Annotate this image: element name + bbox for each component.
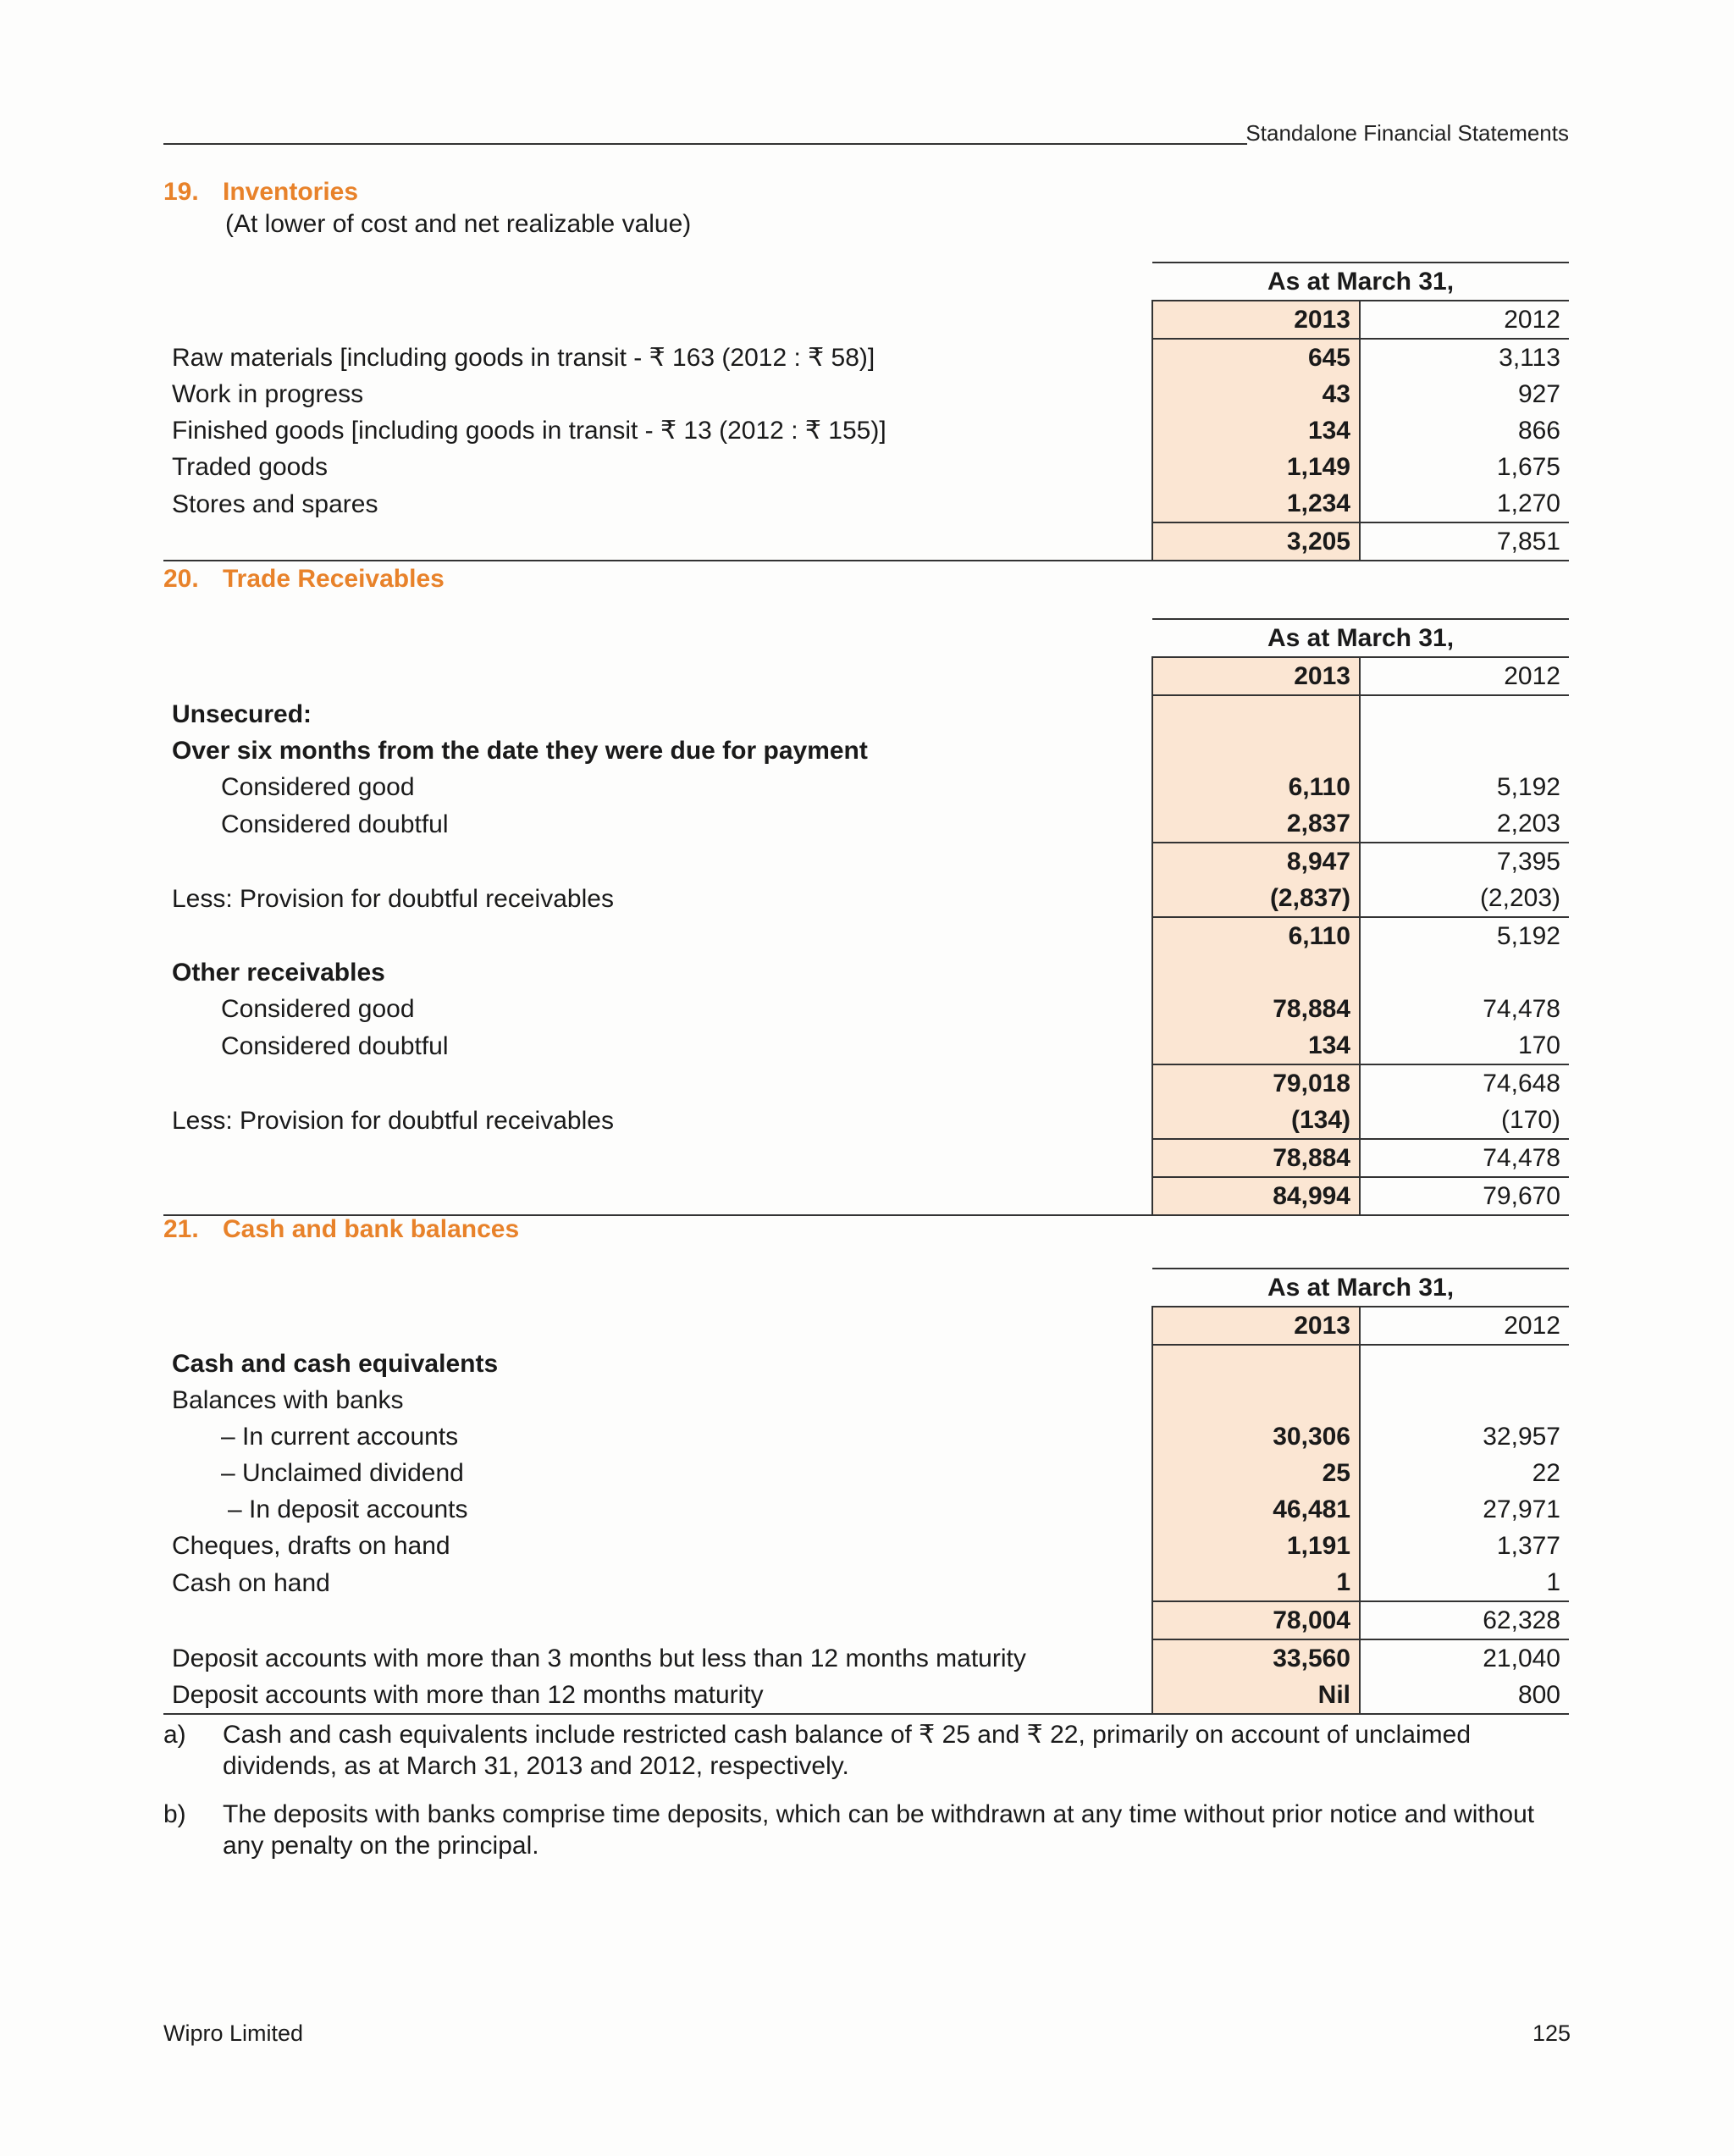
row-label: Considered doubtful — [221, 1031, 449, 1060]
table-caption: As at March 31, — [1152, 619, 1569, 657]
table-row — [163, 339, 1569, 376]
total-row — [163, 522, 1569, 561]
row-label: Balances with banks — [172, 1386, 404, 1414]
value-2013: (2,837) — [1152, 880, 1360, 917]
row-label: Less: Provision for doubtful receivables — [172, 1106, 614, 1135]
table-row — [163, 769, 1569, 805]
value-2013: 1,149 — [1152, 449, 1360, 485]
row-label: Less: Provision for doubtful receivables — [172, 884, 614, 913]
table-row — [163, 880, 1569, 917]
table-row — [163, 485, 1569, 522]
value-2012: 7,851 — [1360, 522, 1569, 561]
note-item — [163, 1719, 1574, 1782]
row-label: Deposit accounts with more than 12 months maturity — [163, 1677, 1152, 1714]
row-label: Finished goods [including goods in transit - ₹ 13 (2012 : ₹ 155)] — [172, 417, 886, 445]
value-2013: 79,018 — [1152, 1064, 1360, 1102]
table-row — [163, 991, 1569, 1027]
row-label: – In deposit accounts — [228, 1495, 468, 1523]
table-row — [163, 376, 1569, 412]
year-prior: 2012 — [1360, 657, 1569, 695]
value-2012: (170) — [1500, 1106, 1560, 1134]
value-2012: 62,328 — [1360, 1601, 1569, 1639]
total-row — [163, 1177, 1569, 1215]
note-item — [163, 1799, 1574, 1861]
note-text: Cash and cash equivalents include restricted cash balance of ₹ 25 and ₹ 22, primarily on account of unclaimed dividends, as at March 31, 2013 and 2012, respectively. — [223, 1721, 1472, 1780]
value-2013: 78,004 — [1152, 1601, 1360, 1639]
value-2013: 134 — [1152, 412, 1360, 449]
page-number: 125 — [1532, 2021, 1571, 2046]
cash-table — [163, 1268, 1569, 1715]
year-current: 2013 — [1152, 1307, 1360, 1345]
value-2013: 645 — [1152, 339, 1360, 376]
subtotal-row — [163, 917, 1569, 954]
value-2012: 3,113 — [1499, 344, 1560, 372]
value-2012: 5,192 — [1360, 917, 1569, 954]
value-2012: 74,478 — [1360, 1139, 1569, 1177]
value-2013: 1,234 — [1152, 485, 1360, 522]
table-row — [163, 1677, 1569, 1714]
value-2012: 927 — [1517, 380, 1560, 408]
row-label: Work in progress — [172, 380, 364, 408]
value-2013: Nil — [1152, 1677, 1360, 1714]
inventories-table — [163, 262, 1569, 561]
value-2013 — [1152, 1382, 1360, 1418]
row-label — [163, 1064, 1152, 1102]
value-2012: 1,377 — [1496, 1532, 1560, 1560]
value-2012: 27,971 — [1483, 1495, 1560, 1523]
value-2012 — [1360, 954, 1569, 991]
row-label: Considered good — [221, 773, 415, 801]
value-2012: 866 — [1517, 417, 1560, 445]
value-2013: 3,205 — [1152, 522, 1360, 561]
table-caption: As at March 31, — [1152, 1269, 1569, 1307]
value-2012 — [1360, 1345, 1569, 1382]
row-label: Over six months from the date they were due for payment — [172, 737, 868, 765]
row-label: Raw materials [including goods in transit - ₹ 163 (2012 : ₹ 58)] — [172, 343, 875, 372]
value-2012: 2,203 — [1496, 810, 1560, 838]
section-heading: Trade Receivables — [223, 565, 445, 593]
subtotal-row — [163, 1601, 1569, 1639]
header-rule — [163, 143, 1247, 145]
value-2013: 33,560 — [1152, 1639, 1360, 1677]
cash-notes — [163, 1719, 1574, 1878]
value-2013: 1,191 — [1152, 1528, 1360, 1564]
value-2013 — [1152, 954, 1360, 991]
table-row — [163, 1491, 1569, 1528]
value-2013: (134) — [1152, 1102, 1360, 1139]
row-label — [163, 917, 1152, 954]
value-2012: 22 — [1532, 1459, 1560, 1487]
section-title-cash — [163, 1215, 519, 1244]
row-label: – In current accounts — [221, 1423, 459, 1451]
table-row — [163, 1564, 1569, 1601]
subtotal-row — [163, 1064, 1569, 1102]
row-label — [163, 1177, 1152, 1215]
inventories-subtitle: (At lower of cost and net realizable value) — [225, 210, 692, 238]
table-row — [163, 1418, 1569, 1455]
table-row — [163, 1345, 1569, 1382]
row-label: – Unclaimed dividend — [221, 1459, 464, 1487]
value-2012: 32,957 — [1483, 1423, 1560, 1451]
table-row — [163, 1382, 1569, 1418]
row-label: Cheques, drafts on hand — [172, 1532, 450, 1560]
section-heading: Inventories — [223, 178, 359, 206]
value-2012: 79,670 — [1360, 1177, 1569, 1215]
value-2013: 25 — [1152, 1455, 1360, 1491]
value-2012: 1,270 — [1496, 489, 1560, 517]
table-row — [163, 1455, 1569, 1491]
table-row — [163, 1528, 1569, 1564]
value-2013: 6,110 — [1152, 917, 1360, 954]
row-label: Cash and cash equivalents — [172, 1349, 499, 1378]
note-marker: b) — [163, 1800, 186, 1828]
value-2013: 134 — [1152, 1027, 1360, 1064]
value-2012: 74,648 — [1360, 1064, 1569, 1102]
subtotal-row — [163, 1139, 1569, 1177]
row-label — [163, 843, 1152, 880]
value-2012: 800 — [1360, 1677, 1569, 1714]
row-label: Stores and spares — [172, 489, 378, 518]
note-text: The deposits with banks comprise time deposits, which can be withdrawn at any time without prior notice and without any penalty on the principal. — [223, 1800, 1535, 1860]
value-2012: 74,478 — [1483, 995, 1560, 1023]
table-row — [163, 1102, 1569, 1139]
table-row — [163, 954, 1569, 991]
header-title: Standalone Financial Statements — [1245, 120, 1569, 146]
row-label: Other receivables — [172, 959, 385, 987]
value-2013: 1 — [1152, 1564, 1360, 1601]
value-2012: 5,192 — [1496, 773, 1560, 801]
year-current: 2013 — [1152, 301, 1360, 339]
value-2012: 7,395 — [1360, 843, 1569, 880]
table-row — [163, 695, 1569, 732]
value-2012: 1,675 — [1496, 453, 1560, 481]
value-2012 — [1360, 695, 1569, 732]
value-2012: 21,040 — [1360, 1639, 1569, 1677]
value-2013 — [1152, 1345, 1360, 1382]
row-label — [163, 522, 1152, 561]
value-2013: 8,947 — [1152, 843, 1360, 880]
page-header — [163, 121, 1569, 146]
value-2013: 6,110 — [1152, 769, 1360, 805]
row-label: Traded goods — [172, 453, 329, 481]
value-2013: 46,481 — [1152, 1491, 1360, 1528]
row-label — [163, 1601, 1152, 1639]
row-label: Cash on hand — [172, 1568, 330, 1597]
table-row — [163, 412, 1569, 449]
value-2012: (2,203) — [1479, 884, 1560, 912]
value-2013: 84,994 — [1152, 1177, 1360, 1215]
subtotal-row — [163, 843, 1569, 880]
value-2013: 78,884 — [1152, 991, 1360, 1027]
year-prior: 2012 — [1360, 1307, 1569, 1345]
footer-company: Wipro Limited — [163, 2021, 304, 2046]
value-2012: 1 — [1546, 1568, 1560, 1596]
value-2013 — [1152, 695, 1360, 732]
row-label: Unsecured: — [172, 699, 312, 728]
note-marker: a) — [163, 1721, 186, 1749]
value-2012 — [1360, 1382, 1569, 1418]
row-label: Considered doubtful — [221, 810, 449, 838]
row-label: Considered good — [221, 995, 415, 1023]
value-2012: 170 — [1517, 1031, 1560, 1059]
table-row — [163, 449, 1569, 485]
row-label — [163, 1139, 1152, 1177]
value-2012 — [1360, 732, 1569, 769]
value-2013: 43 — [1152, 376, 1360, 412]
table-row — [163, 1027, 1569, 1064]
year-current: 2013 — [1152, 657, 1360, 695]
table-row — [163, 732, 1569, 769]
year-prior: 2012 — [1360, 301, 1569, 339]
value-2013 — [1152, 732, 1360, 769]
receivables-table — [163, 618, 1569, 1216]
section-title-receivables — [163, 565, 445, 594]
value-2013: 2,837 — [1152, 805, 1360, 843]
table-row — [163, 805, 1569, 843]
value-2013: 30,306 — [1152, 1418, 1360, 1455]
value-2013: 78,884 — [1152, 1139, 1360, 1177]
section-number: 20. — [163, 565, 199, 593]
section-heading: Cash and bank balances — [223, 1215, 520, 1243]
table-caption: As at March 31, — [1152, 263, 1569, 301]
row-label: Deposit accounts with more than 3 months but less than 12 months maturity — [172, 1644, 1026, 1672]
table-row — [163, 1639, 1569, 1677]
section-number: 19. — [163, 178, 199, 206]
section-title-inventories — [163, 178, 358, 207]
section-number: 21. — [163, 1215, 199, 1243]
